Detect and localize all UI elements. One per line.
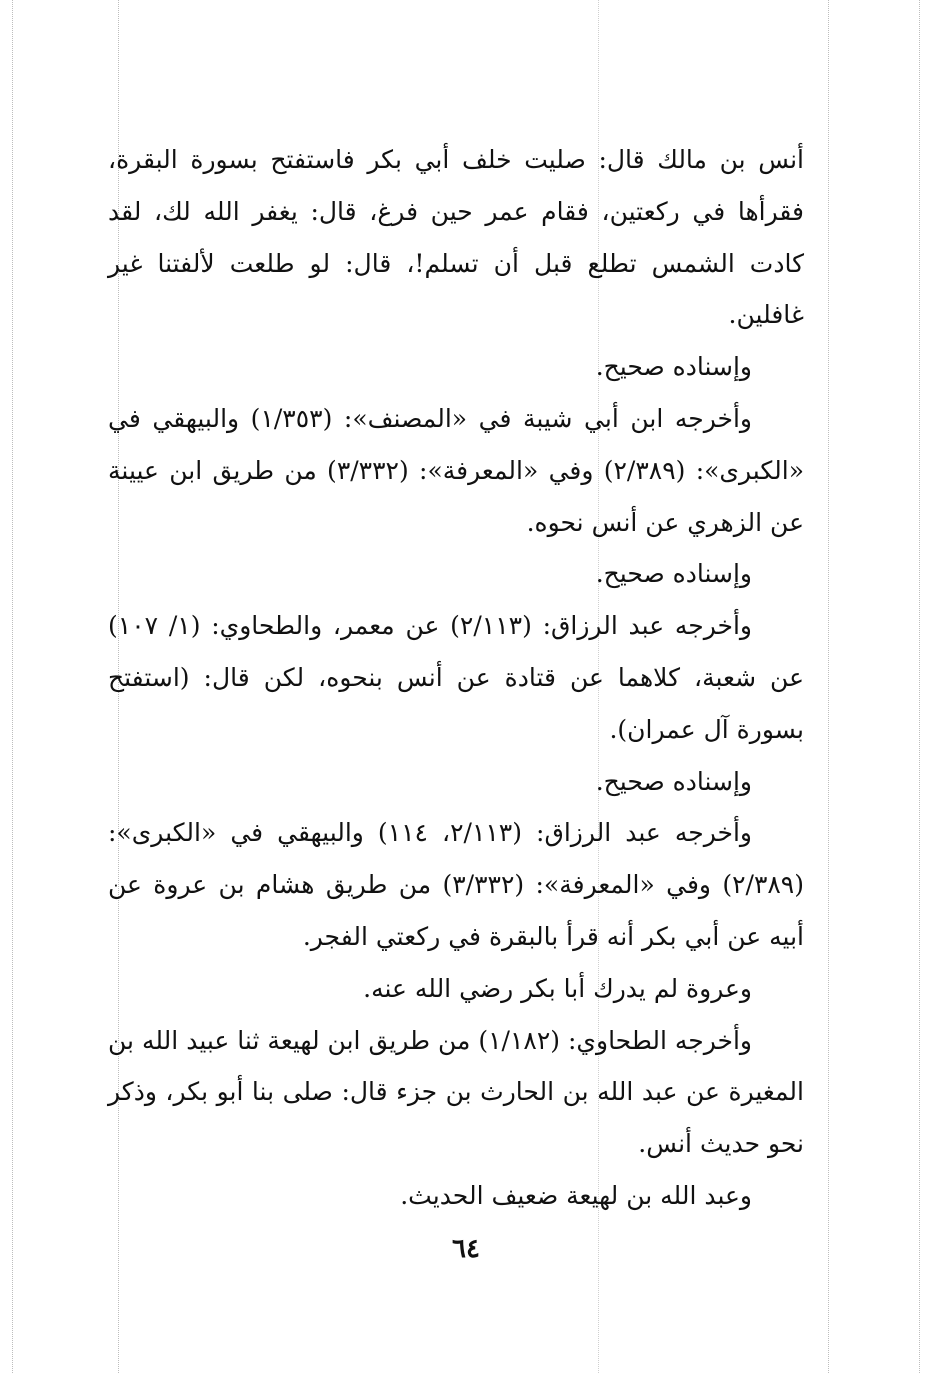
paragraph-isnad-grade: وإسناده صحيح. <box>595 766 752 796</box>
scan-guide-line <box>828 0 829 1373</box>
page-number: ٦٤ <box>452 1234 480 1264</box>
scan-guide-line <box>12 0 13 1373</box>
paragraph-isnad-grade: وإسناده صحيح. <box>595 352 752 382</box>
paragraph-takhrij: وأخرجه عبد الرزاق: (٢/١١٣) عن معمر، والطحاوي: (١/ ١٠٧) عن شعبة، كلاهما عن قتادة عن أنس بنحوه، لكن قال: (استفتح بسورة آل عمران). <box>108 611 804 744</box>
paragraph-isnad-grade: وإسناده صحيح. <box>595 559 752 589</box>
paragraph-note: وعبد الله بن لهيعة ضعيف الحديث. <box>400 1180 752 1210</box>
body-text <box>108 134 804 1222</box>
paragraph-hadith-text: أنس بن مالك قال: صليت خلف أبي بكر فاستفتح بسورة البقرة، فقرأها في ركعتين، فقام عمر حين فرغ، قال: يغفر الله لك، لقد كادت الشمس تطلع قبل أن تسلم!، قال: لو طلعت لألفتنا غير غافلين. <box>108 145 804 330</box>
paragraph-takhrij: وأخرجه ابن أبي شيبة في «المصنف»: (١/٣٥٣) والبيهقي في «الكبرى»: (٢/٣٨٩) وفي «المعرفة»: (٣/٣٣٢) من طريق ابن عيينة عن الزهري عن أنس نحوه. <box>108 403 804 537</box>
scan-guide-line <box>919 0 920 1373</box>
paragraph-takhrij: وأخرجه عبد الرزاق: (٢/١١٣، ١١٤) والبيهقي في «الكبرى»: (٢/٣٨٩) وفي «المعرفة»: (٣/٣٣٢) من طريق هشام بن عروة عن أبيه عن أبي بكر أنه قرأ بالبقرة في ركعتي الفجر. <box>108 818 804 951</box>
paragraph-takhrij: وأخرجه الطحاوي: (١/١٨٢) من طريق ابن لهيعة ثنا عبيد الله بن المغيرة عن عبد الله بن الحارث بن جزء قال: صلى بنا أبو بكر، وذكر نحو حديث أنس. <box>108 1025 804 1159</box>
paragraph-note: وعروة لم يدرك أبا بكر رضي الله عنه. <box>363 973 752 1003</box>
